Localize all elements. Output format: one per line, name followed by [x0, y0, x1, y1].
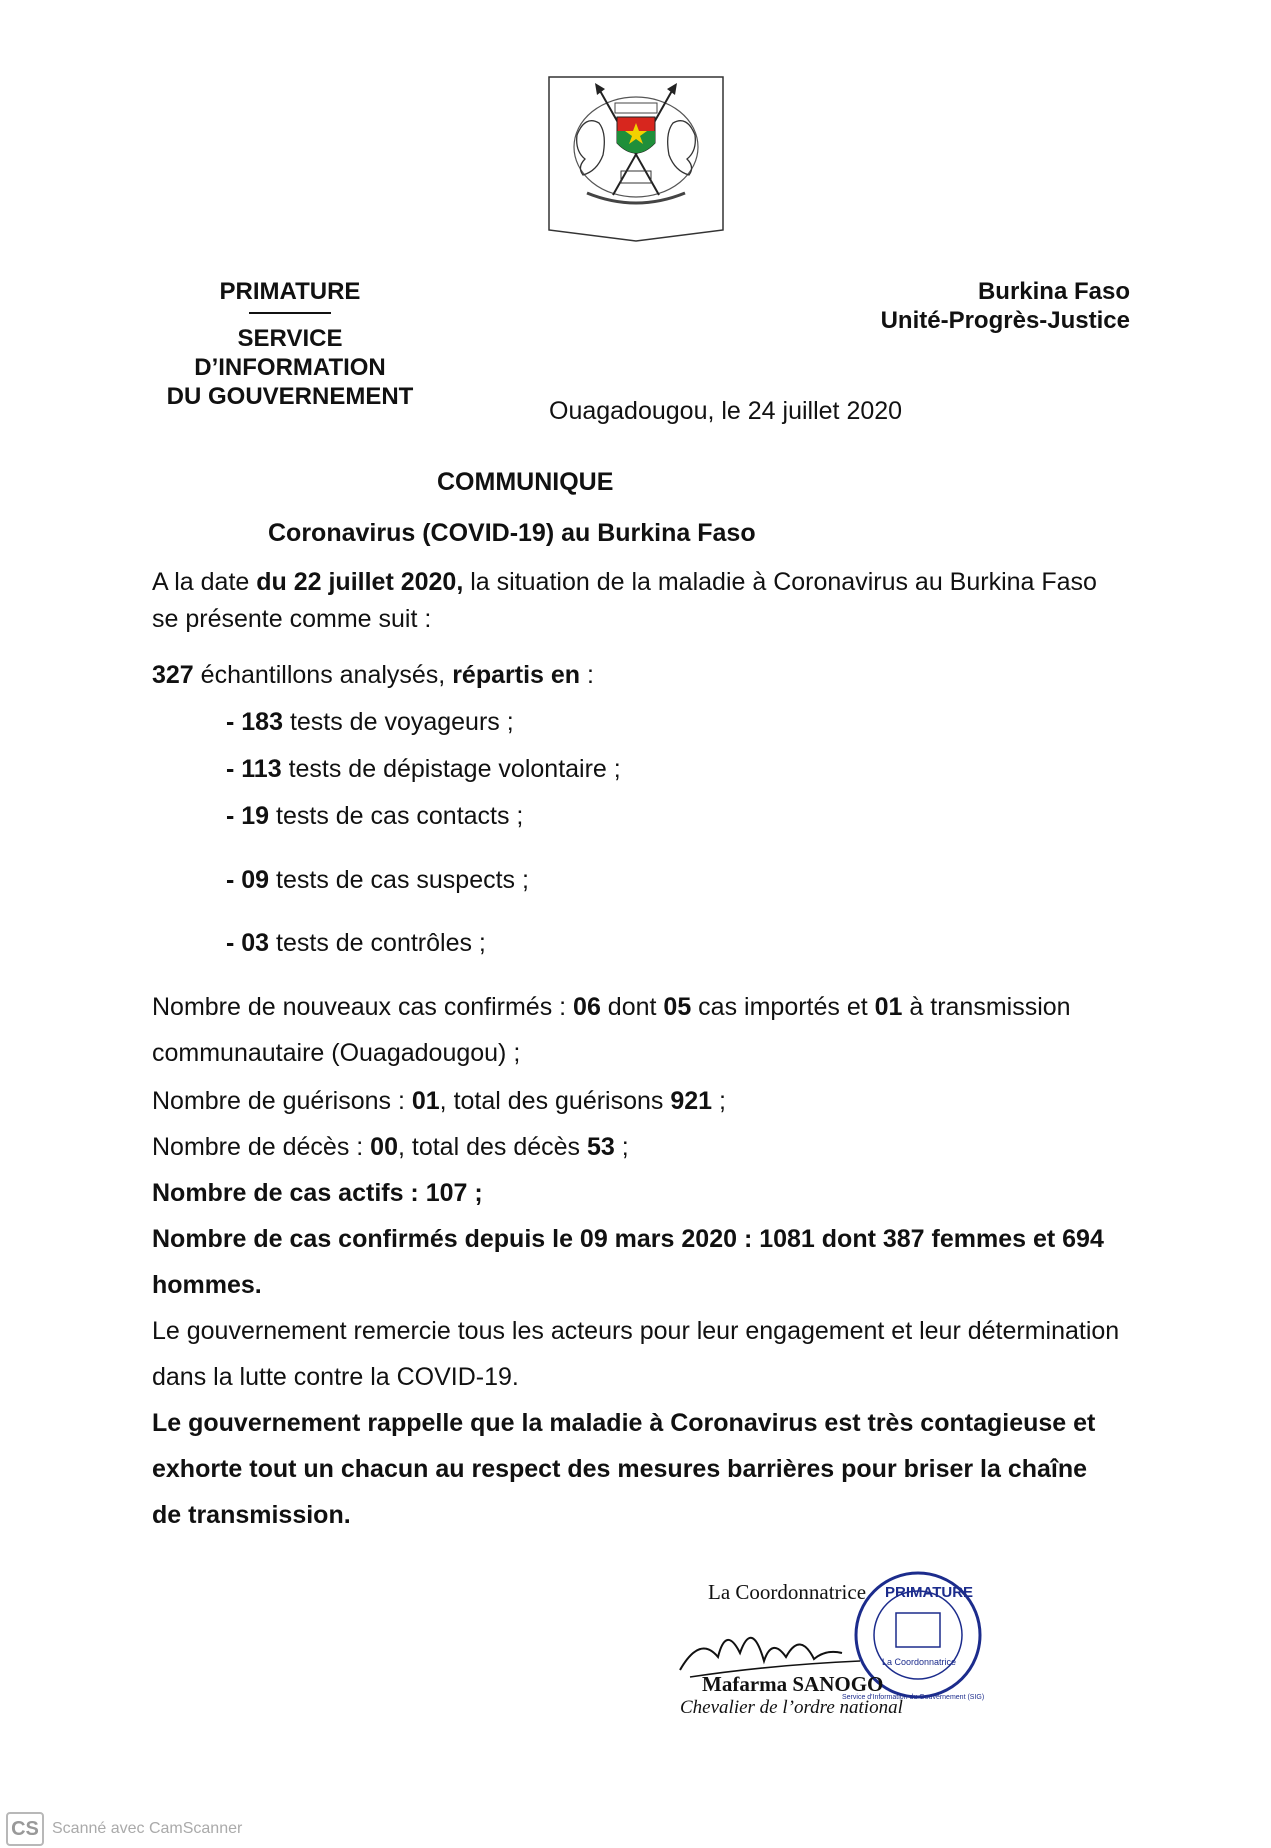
- signatory-title: La Coordonnatrice: [708, 1580, 867, 1604]
- country-motto: Unité-Progrès-Justice: [880, 307, 1130, 334]
- coat-of-arms-emblem: [547, 75, 725, 243]
- country-name: Burkina Faso: [977, 278, 1130, 305]
- active-cases-line: Nombre de cas actifs : 107 ;: [152, 1179, 483, 1207]
- signatory-rank: Chevalier de l’ordre national: [680, 1697, 903, 1718]
- list-item: - 03 tests de contrôles ;: [226, 929, 486, 957]
- service-label-line2: DU GOUVERNEMENT: [166, 383, 414, 410]
- list-item: - 183 tests de voyageurs ;: [226, 708, 514, 736]
- stamp-top-text: PRIMATURE: [885, 1584, 974, 1601]
- list-item: - 09 tests de cas suspects ;: [226, 866, 529, 894]
- date-line: Ouagadougou, le 24 juillet 2020: [549, 397, 903, 425]
- new-cases-paragraph: Nombre de nouveaux cas confirmés : 06 dont 05 cas importés et 01 à transmission communautaire (Ouagadougou) ;: [152, 993, 1071, 1067]
- primature-label: PRIMATURE: [219, 278, 361, 305]
- issuer-header: [140, 277, 440, 411]
- thanks-paragraph: Le gouvernement remercie tous les acteurs pour leur engagement et leur détermination dans la lutte contre la COVID-19.: [152, 1317, 1120, 1391]
- signatory-name: Mafarma SANOGO: [702, 1672, 884, 1696]
- header-divider: [249, 312, 331, 314]
- reminder-paragraph: Le gouvernement rappelle que la maladie à Coronavirus est très contagieuse et exhorte tout un chacun au respect des mesures barrières pour briser la chaîne de transmission.: [152, 1409, 1096, 1529]
- samples-line: 327 échantillons analysés, répartis en :: [152, 661, 594, 689]
- service-label-line1: SERVICE D’INFORMATION: [194, 325, 386, 381]
- document-title: COMMUNIQUE: [437, 468, 614, 496]
- list-item: - 113 tests de dépistage volontaire ;: [226, 755, 621, 783]
- document-subtitle: Coronavirus (COVID-19) au Burkina Faso: [268, 519, 756, 547]
- total-confirmed-paragraph: Nombre de cas confirmés depuis le 09 mars 2020 : 1081 dont 387 femmes et 694 hommes.: [152, 1225, 1104, 1299]
- stamp-center-text: La Coordonnatrice: [882, 1657, 957, 1667]
- list-item: - 19 tests de cas contacts ;: [226, 802, 524, 830]
- stamp-ring-text: Service d'Information du Gouvernement (SIG): [842, 1694, 985, 1701]
- camscanner-text: Scanné avec CamScanner: [52, 1820, 243, 1837]
- recoveries-line: Nombre de guérisons : 01, total des guérisons 921 ;: [152, 1087, 726, 1115]
- country-header: [860, 277, 1130, 335]
- camscanner-icon: CS: [6, 1812, 44, 1846]
- deaths-line: Nombre de décès : 00, total des décès 53 ;: [152, 1133, 629, 1161]
- intro-paragraph: A la date du 22 juillet 2020, la situation de la maladie à Coronavirus au Burkina Faso se présente comme suit :: [152, 568, 1097, 633]
